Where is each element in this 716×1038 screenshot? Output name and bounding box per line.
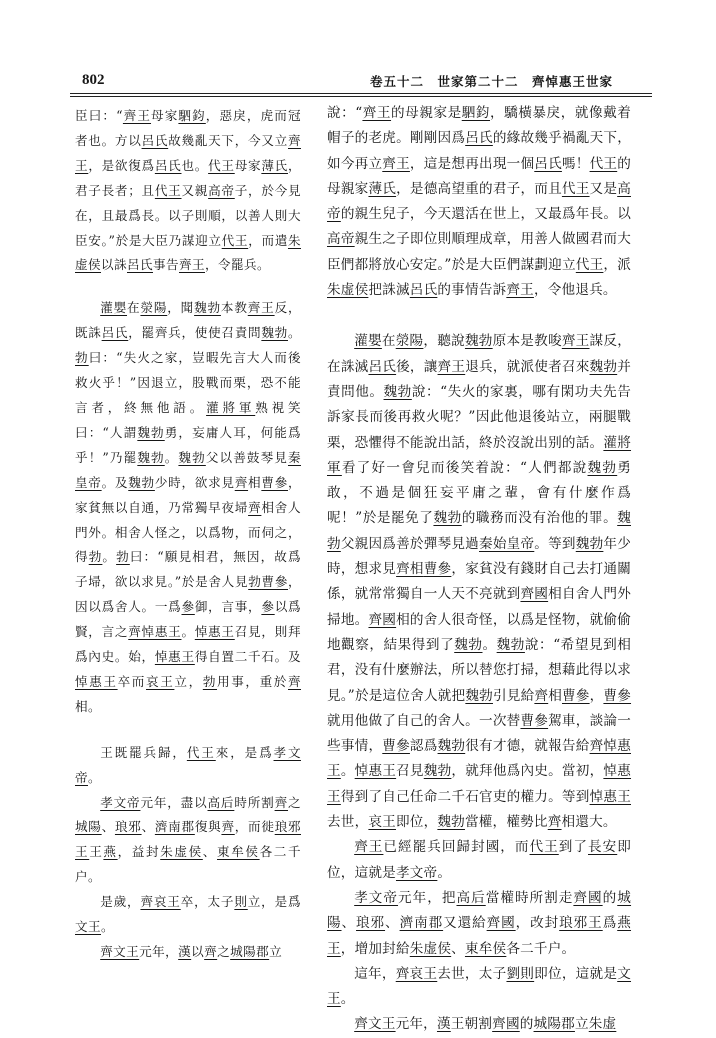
proper-name: 魏勃 <box>178 449 206 465</box>
text-run: 、 <box>101 819 115 835</box>
proper-name: 呂氏 <box>465 130 493 147</box>
proper-name: 秦始皇帝 <box>479 535 535 552</box>
proper-name: 魏勃 <box>327 510 631 552</box>
original-paragraph <box>75 296 301 719</box>
text-run: 。 <box>164 449 179 465</box>
proper-name: 齊王 <box>362 105 392 121</box>
proper-name: 朱虚侯 <box>75 232 301 273</box>
proper-name: 勃 <box>75 350 89 366</box>
proper-name: 曹參 <box>382 738 410 755</box>
proper-name: 東牟侯 <box>464 940 507 957</box>
proper-name: 齊 <box>547 814 562 831</box>
text-run: ，聞 <box>167 300 195 316</box>
text-run: ，而徙 <box>234 819 275 835</box>
proper-name: 濟南郡 <box>399 915 444 932</box>
proper-name: 齊 <box>234 474 249 490</box>
proper-name: 參 <box>261 599 275 615</box>
proper-name: 孝文帝 <box>395 864 438 881</box>
text-run: 相。 <box>75 698 101 714</box>
proper-name: 呂氏 <box>534 155 562 172</box>
translation-paragraph <box>327 1012 631 1037</box>
proper-name: 魏勃 <box>589 358 618 375</box>
proper-name: 參 <box>181 599 195 615</box>
proper-name: 齊王 <box>179 257 205 273</box>
proper-name: 悼惠王 <box>194 624 235 640</box>
proper-name: 朱虚侯 <box>327 282 369 299</box>
proper-name: 齊文王 <box>100 944 140 959</box>
text-run: 就用他做了自己的舍人。一次替 <box>327 712 521 729</box>
text-run: 。 <box>88 769 101 785</box>
original-paragraph <box>75 791 301 891</box>
proper-name: 齊王 <box>382 155 410 172</box>
proper-name: 魏勃 <box>128 474 155 490</box>
proper-name: 齊 <box>288 673 301 689</box>
text-run: 卒，太子 <box>180 894 235 910</box>
text-run: 熟視笑曰：“人謂 <box>75 399 301 440</box>
proper-name: 孝文帝 <box>354 889 399 906</box>
text-run: 之 <box>288 794 302 810</box>
text-run: 。 <box>101 919 114 935</box>
proper-name: 魏勃 <box>496 636 525 653</box>
proper-name: 高帝 <box>208 182 235 198</box>
proper-name: 魏勃 <box>261 325 288 341</box>
text-run: ，令罷兵。 <box>205 257 270 273</box>
proper-name: 勃 <box>116 549 130 565</box>
proper-name: 灌嬰 <box>354 333 382 350</box>
proper-name: 孝文帝 <box>100 794 141 810</box>
text-run: 本教 <box>220 300 248 316</box>
text-run: 少時，欲求見 <box>154 474 235 490</box>
text-run: 嗎！ <box>561 155 590 172</box>
text-run: ，惡戾，虎而冠者也。方以 <box>75 108 301 148</box>
text-run: 這年， <box>354 965 396 982</box>
text-run: 謀反，在誅滅 <box>327 333 631 375</box>
text-run: 復與 <box>194 819 222 835</box>
text-run: 母家 <box>151 108 179 123</box>
translation-paragraph <box>327 329 631 835</box>
proper-name: 秦皇帝 <box>75 449 301 490</box>
proper-name: 呂氏 <box>141 132 169 148</box>
text-run: 勇敢，不過是個狂妄平庸之輩，會有什麼作爲呢！”於是罷免了 <box>327 459 631 527</box>
text-run: 曰：“願見相君，無因，故爲子埽，欲以求見。”於是舍人見 <box>75 549 302 590</box>
text-run: ，而遣 <box>248 232 288 248</box>
text-run: 王朝割 <box>450 1016 493 1033</box>
proper-name: 曹參 <box>423 561 452 578</box>
text-run: 勇，妄庸人耳，何能爲乎！”乃罷 <box>75 424 301 465</box>
text-run: 以爲賢，言之 <box>75 599 301 640</box>
text-run: 原本是教唆 <box>492 333 562 350</box>
text-run: 元年， <box>139 944 179 959</box>
proper-name: 濟南郡 <box>154 819 195 835</box>
proper-name: 魏勃 <box>137 449 165 465</box>
proper-name: 琅邪 <box>356 915 386 932</box>
text-run: 相的舍人很奇怪，以爲是怪物，就偷偷地觀察，結果得到了 <box>327 611 631 653</box>
original-paragraph <box>75 890 301 940</box>
proper-name: 代王 <box>208 157 235 173</box>
proper-name: 魏勃 <box>137 424 165 440</box>
original-paragraph <box>75 741 301 791</box>
proper-name: 齊哀王 <box>395 965 438 982</box>
proper-name: 齊 <box>204 944 218 959</box>
text-run: 的職務而没有治他的罪。 <box>461 510 618 527</box>
proper-name: 文王 <box>327 965 632 1008</box>
text-run: ，驕橫暴戾，就像戴着帽子的老虎。剛剛因爲 <box>327 105 632 147</box>
proper-name: 齊王 <box>437 358 466 375</box>
proper-name: 曹參 <box>261 574 288 590</box>
text-run: 元年，盡以 <box>140 794 208 810</box>
proper-name: 代王 <box>529 839 559 856</box>
proper-name: 灌將軍 <box>327 434 632 476</box>
text-run: ，君子長者；且 <box>75 157 301 198</box>
text-run: ，改封 <box>515 915 560 932</box>
proper-name: 漢 <box>436 1016 451 1033</box>
text-run: ，是欲復爲 <box>88 157 155 173</box>
text-run: 卒而 <box>117 673 146 689</box>
proper-name: 齊 <box>221 819 235 835</box>
text-run: 立 <box>574 1016 589 1033</box>
proper-name: 駟鈞 <box>178 108 206 123</box>
text-run: 。 <box>482 636 497 653</box>
proper-name: 魏勃 <box>437 738 466 755</box>
text-run: 後，讓 <box>396 358 438 375</box>
proper-name: 齊悼惠王 <box>327 738 631 780</box>
text-run: 到了 <box>558 839 588 856</box>
text-run: 用事，重於 <box>217 673 288 689</box>
text-run: 曰：“失火之家，豈暇先言大人而後救火乎！”因退立，股戰而栗，恐不能言者，終無他語。 <box>75 350 301 415</box>
text-run: 即位， <box>395 814 438 831</box>
proper-name: 高后 <box>207 794 235 810</box>
text-run: 的母親家 <box>327 155 631 197</box>
proper-name: 灌將軍 <box>206 399 256 415</box>
proper-name: 曹參 <box>603 687 632 704</box>
proper-name: 魏勃 <box>383 383 412 400</box>
text-run: 、 <box>451 940 465 957</box>
text-run: 在 <box>127 300 141 316</box>
text-run: 各二千户。 <box>75 844 301 885</box>
text-run: 元年，把 <box>398 889 457 906</box>
text-run: 在 <box>381 333 396 350</box>
proper-name: 朱虚 <box>588 1016 617 1033</box>
text-run: ，因以爲舍人。一爲 <box>75 574 301 615</box>
text-run: 看了好一會兒而後笑着說：“人們都說 <box>341 459 588 476</box>
proper-name: 魏勃 <box>423 763 452 780</box>
text-run: ，家貧無以自通，乃常獨早夜埽 <box>75 474 301 515</box>
proper-name: 齊王 <box>354 839 384 856</box>
proper-name: 城陽 <box>327 889 632 932</box>
text-run: 。 <box>340 763 355 780</box>
text-run: 的 <box>602 889 618 906</box>
text-run: 得自置二千石。及 <box>194 649 301 665</box>
proper-name: 薄氏 <box>368 180 397 197</box>
text-run: 母家 <box>234 157 262 173</box>
proper-name: 駟鈞 <box>461 105 491 121</box>
text-run: 王既罷兵歸， <box>100 744 187 760</box>
text-run: 又還給 <box>443 915 487 932</box>
proper-name: 齊哀王 <box>140 894 181 910</box>
proper-name: 琅邪 <box>114 819 142 835</box>
text-run: 召見 <box>396 763 424 780</box>
proper-name: 勃 <box>88 549 103 565</box>
proper-name: 呂氏 <box>409 282 438 299</box>
text-run: 駕車，談論一些事情， <box>327 712 631 755</box>
proper-name: 齊王 <box>247 300 275 316</box>
text-run: 。及 <box>101 474 129 490</box>
proper-name: 代王 <box>154 182 182 198</box>
text-run: 得到了自己任命二千石官吏的權力。等到 <box>340 788 590 805</box>
proper-name: 齊王 <box>561 333 590 350</box>
proper-name: 齊王 <box>506 282 534 299</box>
original-text-column <box>75 104 301 965</box>
text-run: 故幾亂天下，今又立 <box>168 132 288 148</box>
text-run: 的 <box>519 1016 534 1033</box>
proper-name: 滎陽 <box>395 333 424 350</box>
translation-text-column <box>327 101 631 1038</box>
text-run: 并責問他。 <box>327 358 631 400</box>
translation-paragraph <box>327 886 631 962</box>
text-run: 、 <box>141 819 155 835</box>
text-run: 相舍人門外。相舍人怪之，以爲物，而伺之，得 <box>75 499 301 565</box>
proper-name: 代王 <box>221 232 249 248</box>
text-run: 去世，太子 <box>437 965 507 982</box>
original-paragraph <box>75 104 301 278</box>
proper-name: 魏勃 <box>465 687 493 704</box>
proper-name: 齊相 <box>396 561 424 578</box>
text-run: 引見給 <box>492 687 535 704</box>
text-run: 又是 <box>589 180 618 197</box>
proper-name: 齊 <box>248 499 262 515</box>
proper-name: 代王 <box>186 744 216 760</box>
proper-name: 悼惠王 <box>327 763 632 805</box>
proper-name: 悼惠王 <box>75 673 118 689</box>
text-run: 王 <box>89 844 104 860</box>
text-run: 把誅滅 <box>368 282 410 299</box>
text-run: 御，言事， <box>194 599 262 615</box>
proper-name: 則 <box>234 894 248 910</box>
text-run: 以 <box>191 944 205 959</box>
text-run: 親生之子即位則順理成章，用善人做國君而大臣們都將放心安定。”於是大臣們謀劃迎立 <box>327 231 631 273</box>
text-run: 爲 <box>602 915 618 932</box>
proper-name: 高帝 <box>327 180 631 223</box>
text-run: 。 <box>181 624 195 640</box>
proper-name: 魏勃 <box>433 510 462 527</box>
proper-name: 燕王 <box>327 915 632 957</box>
proper-name: 魏勃 <box>575 535 604 552</box>
proper-name: 魏勃 <box>454 636 483 653</box>
text-run: 之 <box>217 944 231 959</box>
proper-name: 曹參 <box>261 474 288 490</box>
proper-name: 高帝 <box>327 231 355 248</box>
proper-name: 齊國 <box>520 586 549 603</box>
text-run: 各二千户。 <box>506 940 576 957</box>
proper-name: 悼惠王 <box>354 763 397 780</box>
proper-name: 悼惠王 <box>589 788 631 805</box>
text-run: 相 <box>548 687 562 704</box>
proper-name: 悼惠王 <box>154 649 195 665</box>
text-run: 。等到 <box>534 535 576 552</box>
proper-name: 城陽郡 <box>230 944 270 959</box>
proper-name: 魏勃 <box>464 333 493 350</box>
proper-name: 高后 <box>456 889 486 906</box>
text-run: 元年， <box>395 1016 437 1033</box>
text-run: ，聽說 <box>423 333 465 350</box>
proper-name: 呂氏 <box>154 157 182 173</box>
text-run: 。 <box>287 325 301 341</box>
text-run: 認爲 <box>409 738 438 755</box>
text-run: 已經罷兵回歸封國，而 <box>383 839 530 856</box>
text-run: ，是德高望重的君子，而且 <box>396 180 562 197</box>
proper-name: 齊國 <box>368 611 397 628</box>
text-run: 反，既誅 <box>75 300 301 341</box>
translation-paragraph <box>327 101 631 303</box>
proper-name: 齊國 <box>486 915 516 932</box>
proper-name: 齊國 <box>573 889 603 906</box>
text-run: ， <box>589 687 604 704</box>
text-run: 、 <box>202 844 217 860</box>
text-run: 、 <box>385 915 400 932</box>
text-run: ，家貧没有錢財自己去打通關係，就常常獨自一人天不亮就到 <box>327 561 631 603</box>
header-rule <box>70 93 652 94</box>
proper-name: 齊 <box>274 794 289 810</box>
proper-name: 滎陽 <box>140 300 168 316</box>
proper-name: 齊國 <box>492 1016 520 1033</box>
proper-name: 劉則 <box>506 965 535 982</box>
proper-name: 哀王 <box>368 814 396 831</box>
proper-name: 薄氏 <box>261 157 288 173</box>
text-run: ，令他退兵。 <box>533 282 617 299</box>
page-number: 802 <box>82 72 105 88</box>
text-run: 召見，則拜爲內史。始， <box>75 624 301 665</box>
proper-name: 齊王 <box>122 108 152 123</box>
text-run: 。 <box>102 549 117 565</box>
proper-name: 呂氏 <box>368 358 397 375</box>
text-run: 很有才德，就報告給 <box>465 738 590 755</box>
translation-paragraph <box>327 835 631 886</box>
text-run: 的母親家是 <box>391 105 462 121</box>
proper-name: 漢 <box>178 944 192 959</box>
proper-name: 勃 <box>248 574 262 590</box>
text-run: 臣曰：“ <box>75 108 123 123</box>
text-run: 說：“ <box>327 105 363 121</box>
text-run: 的事情告訴 <box>437 282 507 299</box>
text-run: 來，是爲 <box>215 744 274 760</box>
text-run: 相自舍人門外掃地。 <box>327 586 631 628</box>
proper-name: 魏勃 <box>587 459 618 476</box>
text-run: 以誅 <box>101 257 127 273</box>
text-run: 事告 <box>153 257 179 273</box>
text-run: 。 <box>340 991 355 1008</box>
text-run: ，罷齊兵，使使召責問 <box>128 325 262 341</box>
proper-name: 代王 <box>589 155 618 172</box>
proper-name: 代王 <box>561 180 590 197</box>
proper-name: 魏勃 <box>194 300 221 316</box>
header-rule-inner <box>70 96 652 97</box>
proper-name: 代王 <box>575 256 604 273</box>
text-run: 退兵，就派使者召來 <box>465 358 590 375</box>
running-title: 卷五十二 世家第二十二 齊悼惠王世家 <box>370 74 614 89</box>
text-run: 又親 <box>181 182 209 198</box>
proper-name: 呂氏 <box>127 257 153 273</box>
proper-name: 曹參 <box>562 687 590 704</box>
text-run: ，益封 <box>117 844 161 860</box>
text-run: 立 <box>269 944 283 959</box>
text-run: ，派 <box>603 256 632 273</box>
proper-name: 孝文帝 <box>75 744 301 785</box>
proper-name: 齊悼惠王 <box>128 624 182 640</box>
text-run: 也。 <box>181 157 209 173</box>
proper-name: 呂氏 <box>101 325 129 341</box>
proper-name: 朱虚侯 <box>160 844 203 860</box>
proper-name: 城陽郡 <box>533 1016 575 1033</box>
text-run: ，就拜他爲內史。當初， <box>451 763 604 780</box>
text-run: 立， <box>174 673 203 689</box>
text-run: 即位，這就是 <box>534 965 618 982</box>
proper-name: 燕 <box>103 844 118 860</box>
text-run: ，這是想再出現一個 <box>409 155 535 172</box>
original-paragraph <box>75 940 301 965</box>
text-run: 相 <box>248 474 262 490</box>
proper-name: 長安 <box>588 839 618 856</box>
text-run: 即位，這就是 <box>327 839 632 881</box>
text-run: 父親因爲善於彈琴見過 <box>340 535 480 552</box>
text-run: 相還大。 <box>561 814 617 831</box>
text-run: 時所割 <box>234 794 275 810</box>
text-run: 說：“希望見到相君，没有什麼辦法，所以替您打掃，想藉此得以求見。”於是這位舍人就把 <box>327 636 632 704</box>
proper-name: 勃 <box>202 673 218 689</box>
translation-paragraph <box>327 962 631 1013</box>
text-run: 是歲， <box>100 894 141 910</box>
proper-name: 哀王 <box>146 673 175 689</box>
proper-name: 齊文王 <box>354 1016 396 1033</box>
text-run: ，增加封給 <box>340 940 410 957</box>
text-run: 的緣故幾乎禍亂天下，如今再立 <box>327 130 632 172</box>
proper-name: 城陽 <box>75 819 102 835</box>
proper-name: 齊王 <box>75 132 301 173</box>
proper-name: 東牟侯 <box>217 844 260 860</box>
text-run: 去世， <box>327 814 369 831</box>
proper-name: 琅邪王 <box>75 819 301 860</box>
text-run: 的親生兒子，今天還活在世上，又最爲年長。以 <box>340 206 632 223</box>
page-header <box>70 68 650 94</box>
text-run: 立，是爲 <box>247 894 301 910</box>
text-run: 說：“失火的家裏，哪有閑功夫先告訴家長而後再救火呢？”因此他退後站立，兩腿戰栗，恐懼得不能說出話，終於沒說出别的話。 <box>327 383 631 451</box>
text-run: 父以善鼓琴見 <box>205 449 288 465</box>
proper-name: 文王 <box>75 919 101 935</box>
proper-name: 琅邪王 <box>559 915 603 932</box>
proper-name: 朱虚侯 <box>409 940 452 957</box>
text-run: 、 <box>341 915 357 932</box>
text-run: 當權時所割走 <box>485 889 574 906</box>
text-run: 。 <box>437 864 452 881</box>
text-run: 當權，權勢比 <box>464 814 548 831</box>
text-run: 子，於今見在，且最爲長。以子則順，以善人則大臣安。”於是大臣乃謀迎立 <box>75 182 301 248</box>
text-run: 年少時，想求見 <box>327 535 632 578</box>
proper-name: 曹參 <box>520 712 549 729</box>
proper-name: 灌嬰 <box>100 300 128 316</box>
proper-name: 齊 <box>534 687 549 704</box>
proper-name: 魏勃 <box>437 814 465 831</box>
